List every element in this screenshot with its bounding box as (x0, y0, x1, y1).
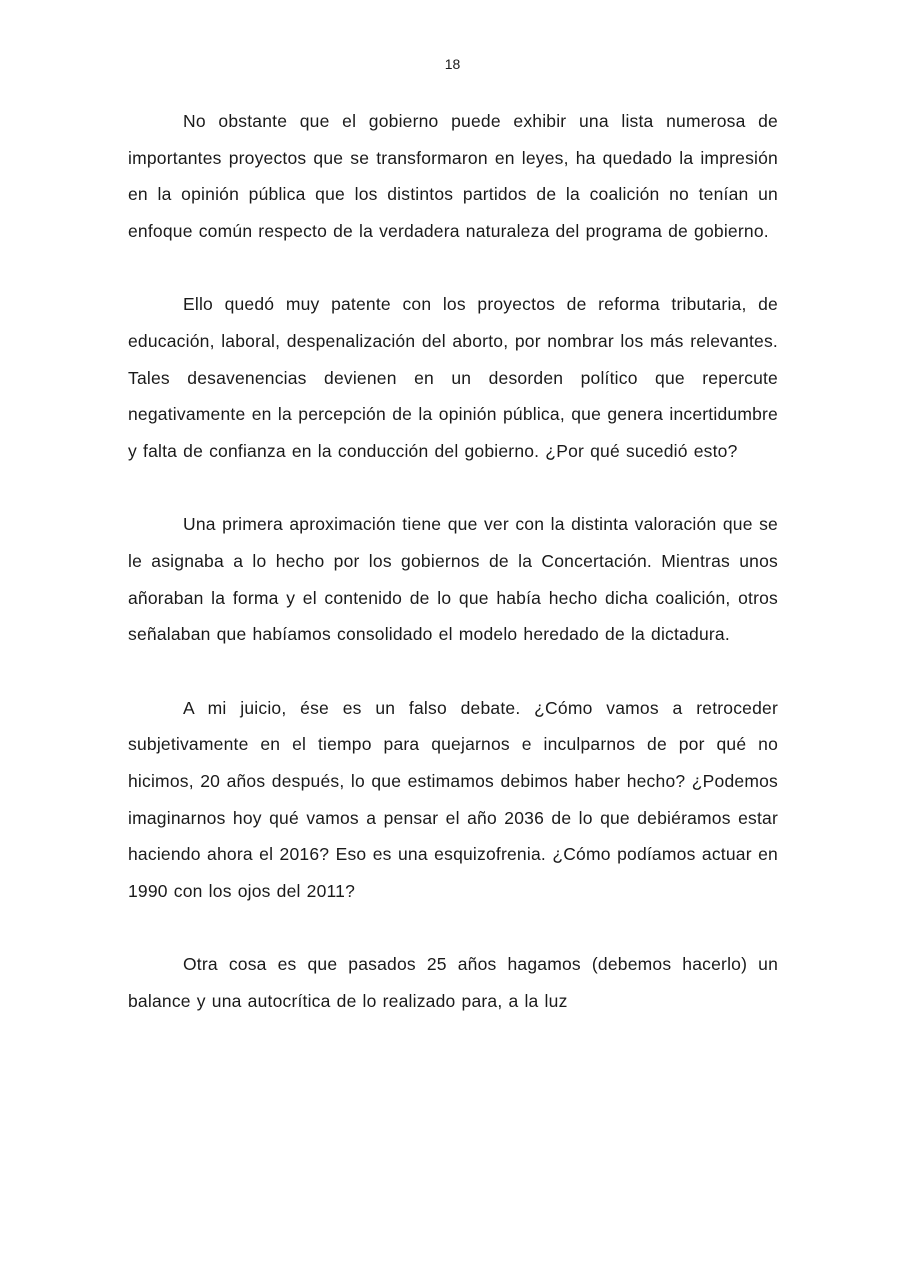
paragraph: Otra cosa es que pasados 25 años hagamos (debemos hacerlo) un balance y una autocrítica de lo realizado para, a la luz (128, 954, 778, 1011)
page-number: 18 (444, 56, 461, 72)
paragraph: No obstante que el gobierno puede exhibir una lista numerosa de importantes proyectos que se transformaron en leyes, ha quedado la impresión en la opinión pública que los distintos partidos de la coalición no tenían un enfoque común respecto de la verdadera naturaleza del programa de gobierno. (128, 111, 778, 241)
paragraph: Una primera aproximación tiene que ver con la distinta valoración que se le asignaba a lo hecho por los gobiernos de la Concertación. Mientras unos añoraban la forma y el contenido de lo que había hecho dicha coalición, otros señalaban que habíamos consolidado el modelo heredado de la dictadura. (128, 514, 778, 645)
paragraph: Ello quedó muy patente con los proyectos de reforma tributaria, de educación, laboral, despenalización del aborto, por nombrar los más relevantes. Tales desavenencias devienen en un desorden político que repercute negativamente en la percepción de la opinión pública, que genera incertidumbre y falta de confianza en la conducción del gobierno. ¿Por qué sucedió esto? (128, 294, 778, 461)
page-text-block (128, 103, 778, 1019)
paragraph: A mi juicio, ése es un falso debate. ¿Cómo vamos a retroceder subjetivamente en el tiempo para quejarnos e inculparnos de por qué no hicimos, 20 años después, lo que estimamos debimos haber hecho? ¿Podemos imaginarnos hoy qué vamos a pensar el año 2036 de lo que debiéramos estar haciendo ahora el 2016? Eso es una esquizofrenia. ¿Cómo podíamos actuar en 1990 con los ojos del 2011? (128, 697, 778, 901)
